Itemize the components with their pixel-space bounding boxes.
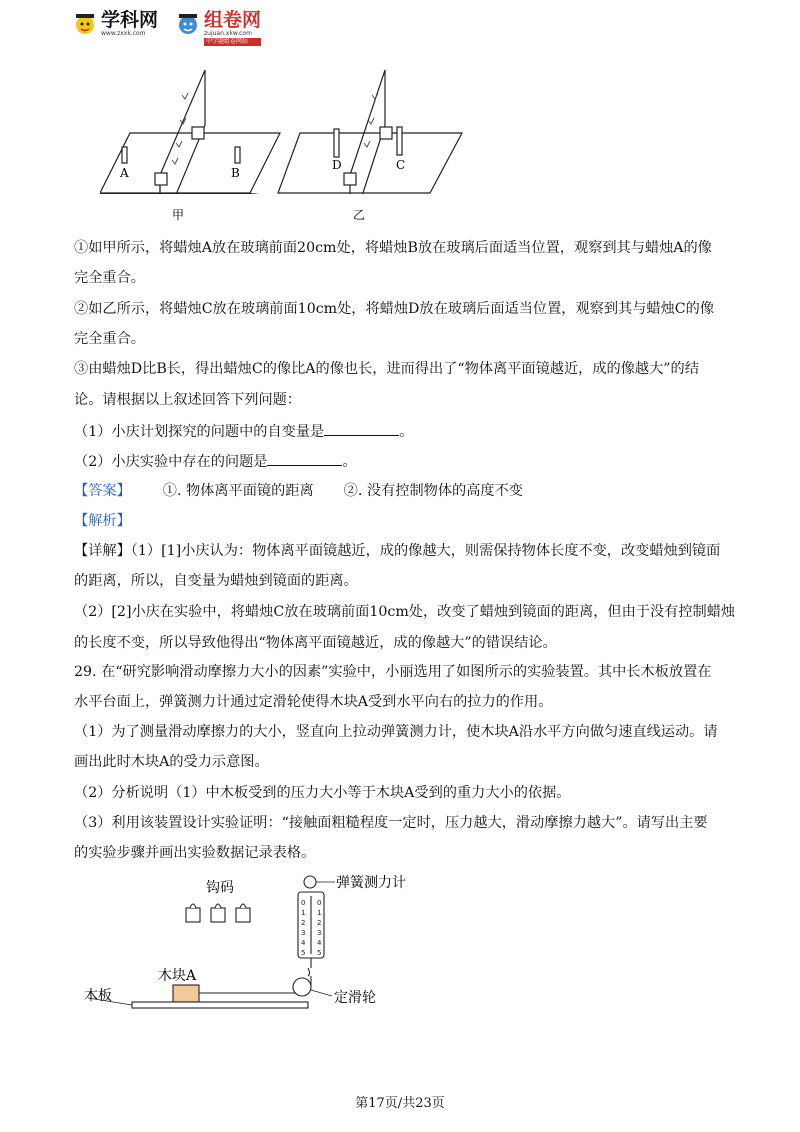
logo2-url: zujuan.xkw.com xyxy=(204,30,252,37)
q28-sub2 xyxy=(74,451,357,472)
q29-sub3-line2: 的实验步骤并画出实验数据记录表格。 xyxy=(74,845,316,861)
scale-tick: 5 xyxy=(301,949,306,957)
logo-zujuanwang xyxy=(175,10,261,46)
q28-sub2-text: （2）小庆实验中存在的问题是 xyxy=(74,454,268,470)
candle-a xyxy=(122,147,127,163)
caption-jia: 甲 xyxy=(172,208,185,222)
analysis-tag: 【解析】 xyxy=(74,513,131,529)
label-a: A xyxy=(120,166,129,180)
period: 。 xyxy=(342,454,357,470)
q28-p3-line1: ③由蜡烛D比B长，得出蜡烛C的像比A的像也长，进而得出了“物体离平面镜越近，成的像越大”的结 xyxy=(74,361,699,377)
board xyxy=(132,1002,308,1008)
answer-2: ②. 没有控制物体的高度不变 xyxy=(343,483,523,499)
answer-blank-2 xyxy=(267,451,342,466)
q28-p3-line2: 论。请根据以上叙述回答下列问题： xyxy=(74,392,302,408)
detail-1-line2: 的距离，所以，自变量为蜡烛到镜面的距离。 xyxy=(74,573,358,589)
detail-2-line1: （2）[2]小庆在实验中，将蜡烛C放在玻璃前面10cm处，改变了蜡烛到镜面的距离，但由于没有控制蜡烛 xyxy=(74,604,736,620)
meter-label: 弹簧测力计 xyxy=(336,875,406,891)
pulley-label: 定滑轮 xyxy=(334,990,376,1006)
scale-tick: 0 xyxy=(317,899,322,907)
q28-answer xyxy=(74,481,523,501)
board-label: 木板 xyxy=(84,988,112,1004)
q29-line1: 29. 在“研究影响滑动摩擦力大小的因素”实验中，小丽选用了如图所示的实验装置。其中长木板放置在 xyxy=(74,664,712,680)
logo1-title: 学科网 xyxy=(101,9,159,31)
scale-tick: 1 xyxy=(317,909,322,917)
mascot-icon xyxy=(72,10,98,36)
logo2-title: 组卷网 xyxy=(204,9,262,31)
q28-p2-line2: 完全重合。 xyxy=(74,331,145,347)
detail-1-line1 xyxy=(74,541,720,561)
label-c: C xyxy=(396,158,406,172)
q28-p1-line2: 完全重合。 xyxy=(74,270,145,286)
block-a xyxy=(173,985,199,1002)
scale-tick: 2 xyxy=(317,919,322,927)
q28-p1-line1: ①如甲所示，将蜡烛A放在玻璃前面20cm处，将蜡烛B放在玻璃后面适当位置，观察到其与蜡烛A的像 xyxy=(74,240,712,256)
scale-tick: 0 xyxy=(301,899,306,907)
scale-tick: 4 xyxy=(317,939,322,947)
scale-tick: 5 xyxy=(317,949,322,957)
logo1-url: www.zxxk.com xyxy=(101,30,146,37)
label-b: B xyxy=(231,166,240,180)
block-label: 木块A xyxy=(158,968,197,984)
logo2-badge: 中学题组卷网站 xyxy=(204,38,261,46)
scale-tick: 2 xyxy=(301,919,306,927)
q29-sub1-line1: （1）为了测量滑动摩擦力的大小，竖直向上拉动弹簧测力计，使木块A沿水平方向做匀速直线运动。请 xyxy=(74,724,718,740)
page-footer: 第17页/共23页 xyxy=(355,1096,445,1111)
q29-sub3-line1: （3）利用该装置设计实验证明：“接触面粗糙程度一定时，压力越大，滑动摩擦力越大”。请写出主要 xyxy=(74,815,708,831)
mirror-experiment-figure xyxy=(100,65,500,225)
detail-tag: 【详解】 xyxy=(74,543,131,559)
answer-1: ①. 物体离平面镜的距离 xyxy=(162,483,314,499)
scale-tick: 1 xyxy=(301,909,306,917)
candle-b xyxy=(235,147,240,163)
candle-c xyxy=(397,127,402,155)
period: 。 xyxy=(399,424,414,440)
logo-xuekewang xyxy=(72,10,158,38)
answer-blank-1 xyxy=(324,421,399,436)
pulley xyxy=(293,978,311,996)
candle-d xyxy=(334,129,339,157)
q28-sub1-text: （1）小庆计划探究的问题中的自变量是 xyxy=(74,424,325,440)
q29-sub1-line2: 画出此时木块A的受力示意图。 xyxy=(74,754,269,770)
answer-tag: 【答案】 xyxy=(74,483,131,499)
weights-label: 钩码 xyxy=(206,880,234,896)
weights xyxy=(186,904,250,922)
q29-sub2: （2）分析说明（1）中木板受到的压力大小等于木块A受到的重力大小的依据。 xyxy=(74,785,571,801)
scale-tick: 3 xyxy=(317,929,322,937)
scale-tick: 3 xyxy=(301,929,306,937)
q29-line2: 水平台面上，弹簧测力计通过定滑轮使得木块A受到水平向右的拉力的作用。 xyxy=(74,694,553,710)
q28-p2-line1: ②如乙所示，将蜡烛C放在玻璃前面10cm处，将蜡烛D放在玻璃后面适当位置，观察到其与蜡烛C的像 xyxy=(74,301,715,317)
label-d: D xyxy=(332,158,342,172)
detail-1-text: （1）[1]小庆认为：物体离平面镜越近，成的像越大，则需保持物体长度不变，改变蜡烛到镜面 xyxy=(130,543,721,559)
caption-yi: 乙 xyxy=(353,208,366,222)
q28-sub1 xyxy=(74,421,413,442)
mascot-icon xyxy=(175,10,201,36)
friction-apparatus-figure xyxy=(80,870,440,1030)
scale-tick: 4 xyxy=(301,939,306,947)
detail-2-line2: 的长度不变，所以导致他得出“物体离平面镜越近，成的像越大”的错误结论。 xyxy=(74,635,557,651)
